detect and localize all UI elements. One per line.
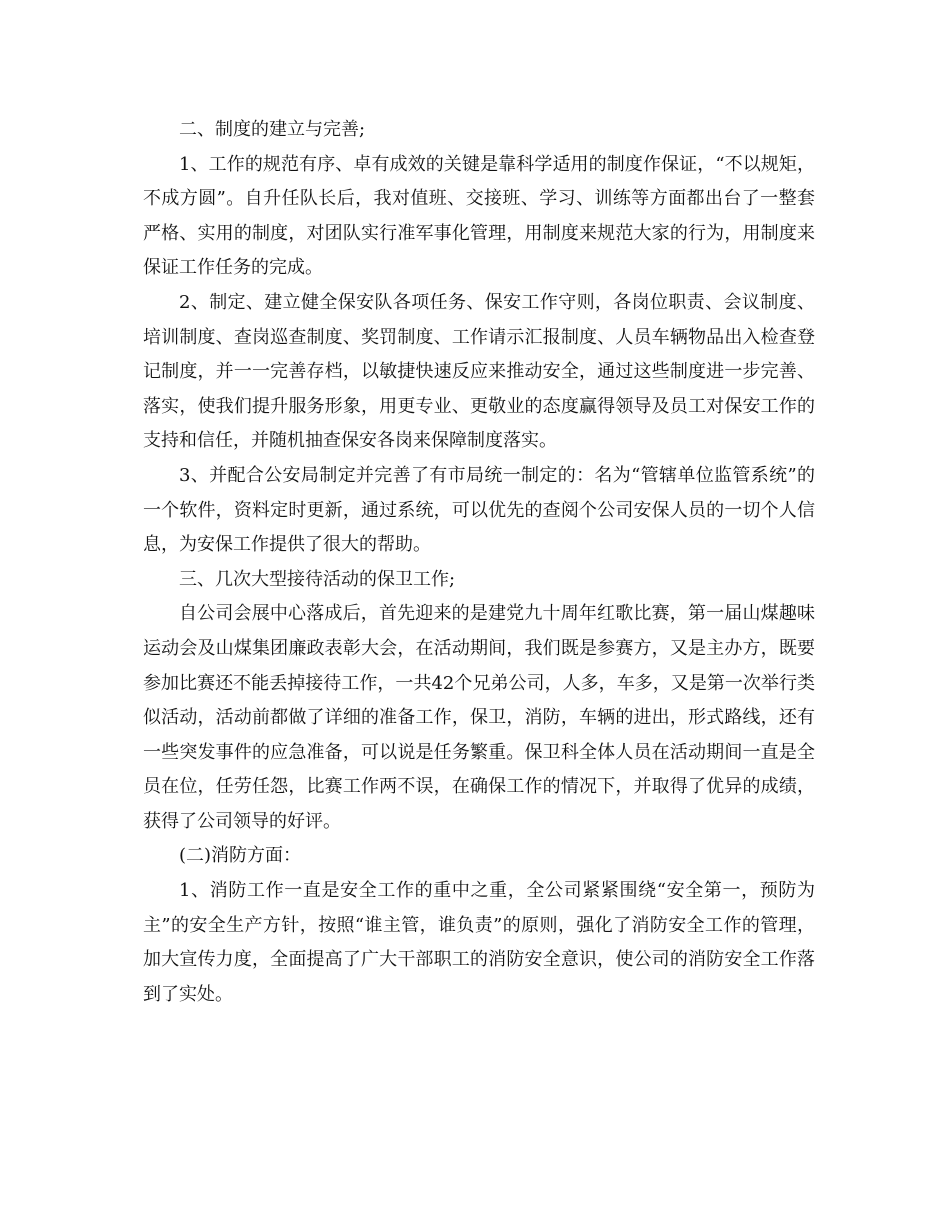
- section-heading-system: 二、制度的建立与完善;: [179, 119, 366, 140]
- paragraph-exhibition-events: 自公司会展中心落成后，首先迎来的是建党九十周年红歌比赛，第一届山煤趣味运动会及山煤集团廉政表彰大会，在活动期间，我们既是参赛方，又是主办方，既要参加比赛还不能丢掉接待工作，一共42个兄弟公司，人多，车多，又是第一次举行类似活动，活动前都做了详细的准备工作，保卫，消防，车辆的进出，形式路线，还有一些突发事件的应急准备，可以说是任务繁重。保卫科全体人员在活动期间一直是全员在位，任劳任怨，比赛工作两不误，在确保工作的情况下，并取得了优异的成绩，获得了公司领导的好评。: [143, 603, 815, 832]
- paragraph-fire-safety: 1、消防工作一直是安全工作的重中之重，全公司紧紧围绕“安全第一，预防为主”的安全生产方针，按照“谁主管，谁负责”的原则，强化了消防安全工作的管理，加大宣传力度，全面提高了广大干部职工的消防安全意识，使公司的消防安全工作落到了实处。: [143, 880, 815, 1005]
- paragraph-security-rules: 2、制定、建立健全保安队各项任务、保安工作守则，各岗位职责、会议制度、培训制度、查岗巡查制度、奖罚制度、工作请示汇报制度、人员车辆物品出入检查登记制度，并一一完善存档，以敏捷快速反应来推动安全，通过这些制度进一步完善、落实，使我们提升服务形象，用更专业、更敬业的态度赢得领导及员工对保安工作的支持和信任，并随机抽查保安各岗来保障制度落实。: [143, 291, 815, 452]
- section-heading-fire-safety: (二)消防方面：: [179, 845, 302, 867]
- paragraph-police-system: 3、并配合公安局制定并完善了有市局统一制定的：名为“管辖单位监管系统”的一个软件，资料定时更新，通过系统，可以优先的查阅个公司安保人员的一切个人信息，为安保工作提供了很大的帮助。: [143, 464, 815, 556]
- paragraph-rules-guarantee: 1、工作的规范有序、卓有成效的关键是靠科学适用的制度作保证，“不以规矩，不成方圆”。自升任队长后，我对值班、交接班、学习、训练等方面都出台了一整套严格、实用的制度，对团队实行准军事化管理，用制度来规范大家的行为，用制度来保证工作任务的完成。: [143, 153, 815, 279]
- section-heading-reception: 三、几次大型接待活动的保卫工作;: [179, 568, 456, 590]
- document-body: [143, 113, 815, 1012]
